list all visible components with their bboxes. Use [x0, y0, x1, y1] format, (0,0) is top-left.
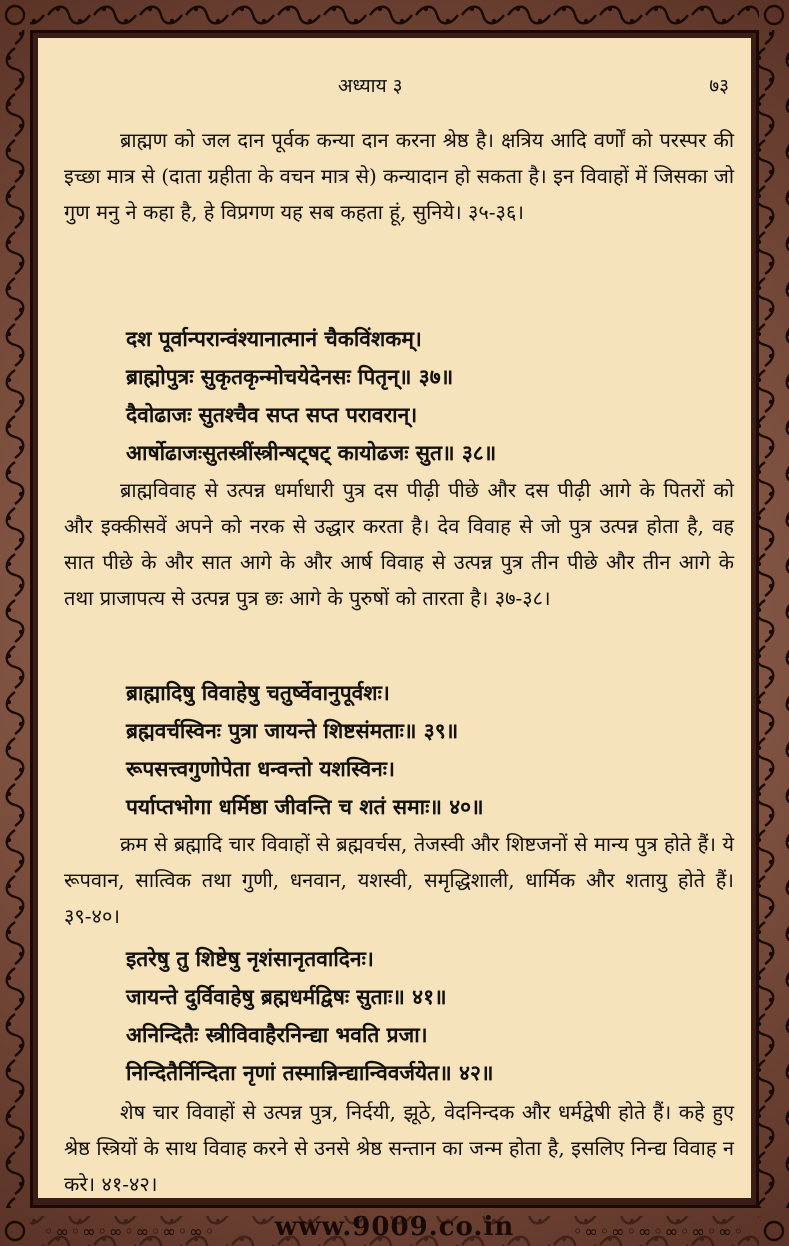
verse-line: जायन्ते दुर्विवाहेषु ब्रह्मधर्मद्विषः सुताः॥ ४१॥: [126, 984, 447, 1009]
commentary-paragraph: क्रम से ब्रह्मादि चार विवाहों से ब्रह्मवर्चस, तेजस्वी और शिष्टजनों से मान्य पुत्र होते हैं। ये रूपवान, सात्विक तथा गुणी, धनवान, यशस्वी, समृद्धिशाली, धार्मिक और शतायु होते हैं। ३९-४०।: [64, 832, 734, 928]
footer-ornament-left: ◦∞◦∞◦∞◦∞◦∞◦∞◦: [44, 1222, 217, 1241]
footer-bar: [0, 1208, 789, 1246]
chapter-title: अध्याय ३: [338, 75, 403, 97]
verse-block: [126, 320, 686, 472]
website-link[interactable]: www.9009.co.in: [274, 1212, 515, 1242]
verse-line: दश पूर्वान्परान्वंश्यानात्मानं चैकविंशकम्।: [126, 326, 422, 351]
verse-line: ब्राह्मोपुत्रः सुकृतकृन्मोचयेदेनसः पितृन्॥ ३७॥: [126, 364, 454, 389]
footer-ornament-right: ◦∞◦∞◦∞◦∞◦∞◦∞◦: [572, 1222, 745, 1241]
verse-line: अनिन्दितैः स्त्रीविवाहैरनिन्द्या भवति प्रजा।: [126, 1022, 428, 1047]
verse-line: आर्षोढाजःसुतस्त्रींस्त्रीन्षट्षट् कायोढजः सुत॥ ३८॥: [126, 440, 497, 465]
verse-line: पर्याप्तभोगा धर्मिष्ठा जीवन्ति च शतं समाः॥ ४०॥: [126, 794, 484, 819]
book-page: [38, 38, 751, 1198]
verse-line: निन्दितैर्निन्दिता नृणां तस्मान्निन्द्यान्विवर्जयेत॥ ४२॥: [126, 1060, 494, 1085]
verse-block: [126, 940, 686, 1092]
verse-line: दैवोढाजः सुतश्चैव सप्त सप्त परावरान्।: [126, 402, 418, 427]
verse-line: ब्राह्मादिषु विवाहेषु चतुर्ष्वेवानुपूर्वशः।: [126, 680, 390, 705]
verse-block: [126, 674, 686, 826]
verse-line: रूपसत्त्वगुणोपेता धन्वन्तो यशस्विनः।: [126, 756, 395, 781]
page-number: ७३: [709, 75, 729, 97]
commentary-paragraph: शेष चार विवाहों से उत्पन्न पुत्र, निर्दयी, झूठे, वेदनिन्दक और धर्मद्वेषी होते हैं। कहे हुए श्रेष्ठ स्त्रियों के साथ विवाह करने से उनसे श्रेष्ठ सन्तान का जन्म होता है, इसलिए निन्द्य विवाह न करे। ४१-४२।: [64, 1100, 734, 1196]
verse-line: इतरेषु तु शिष्टेषु नृशंसानृतवादिनः।: [126, 946, 374, 971]
commentary-paragraph: ब्राह्मण को जल दान पूर्वक कन्या दान करना श्रेष्ठ है। क्षत्रिय आदि वर्णों को परस्पर की इच्छा मात्र से (दाता ग्रहीता के वचन मात्र से) कन्यादान हो सकता है। इन विवाहों में जिसका जो गुण मनु ने कहा है, हे विप्रगण यह सब कहता हूं, सुनिये। ३५-३६।: [64, 128, 734, 224]
commentary-paragraph: ब्राह्मविवाह से उत्पन्न धर्माधारी पुत्र दस पीढ़ी पीछे और दस पीढ़ी आगे के पितरों को और इक्कीसवें अपने को नरक से उद्धार करता है। देव विवाह से जो पुत्र उत्पन्न होता है, वह सात पीछे के और सात आगे के और आर्ष विवाह से उत्पन्न पुत्र तीन पीछे और तीन आगे के तथा प्राजापत्य से उत्पन्न पुत्र छः आगे के पुरुषों को तारता है। ३७-३८।: [64, 478, 734, 610]
page-header: [38, 72, 751, 100]
verse-line: ब्रह्मवर्चस्विनः पुत्रा जायन्ते शिष्टसंमताः॥ ३९॥: [126, 718, 459, 743]
